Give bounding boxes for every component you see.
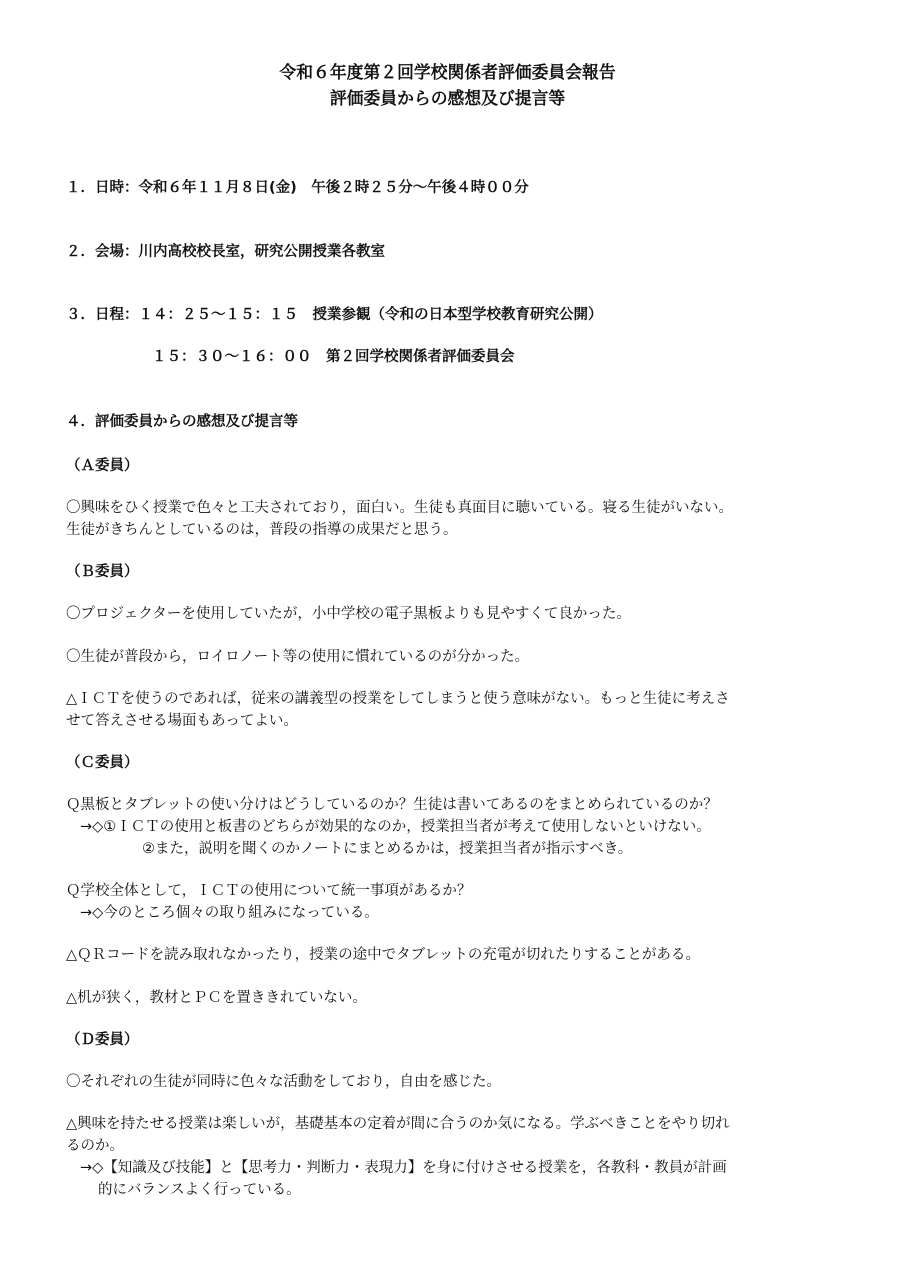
schedule-row-2: １５：３０～１６：００ 第２回学校関係者評価委員会 — [152, 349, 515, 365]
committee-b-comment-3-line2: せて答えさせる場面もあってよい。 — [66, 713, 298, 729]
committee-b-comment-2: 〇生徒が普段から，ロイロノート等の使用に慣れているのが分かった。 — [66, 649, 530, 665]
committee-c-answer-1-line1: →◇①ＩＣＴの使用と板書のどちらが効果的なのか，授業担当者が考えて使用しないといけない。 — [80, 819, 711, 835]
committee-d-comment-2-line1: △興味を持たせる授業は楽しいが，基礎基本の定着が間に合うのか気になる。学ぶべきことをやり切れ — [66, 1116, 730, 1132]
comments-heading: ４．評価委員からの感想及び提言等 — [66, 414, 298, 430]
committee-b-comment-1: 〇プロジェクターを使用していたが，小中学校の電子黒板よりも見やすくて良かった。 — [66, 606, 631, 622]
committee-d-answer-line2: 的にバランスよく行っている。 — [98, 1182, 301, 1198]
committee-d-comment-2-line2: るのか。 — [66, 1138, 124, 1154]
schedule-row-1: ３．日程：１４：２５～１５：１５ 授業参観（令和の日本型学校教育研究公開） — [66, 307, 603, 323]
committee-c-question-1: Ｑ黒板とタブレットの使い分けはどうしているのか？生徒は書いてあるのをまとめられているのか？ — [66, 797, 718, 813]
committee-d-answer-line1: →◇【知識及び技能】と【思考力・判断力・表現力】を身に付けさせる授業を，各教科・教員が計画 — [80, 1160, 727, 1176]
committee-a-comment-line1: 〇興味をひく授業で色々と工夫されており，面白い。生徒も真面目に聴いている。寝る生徒がいない。 — [66, 500, 733, 516]
committee-c-answer-1-line2: ②また，説明を聞くのかノートにまとめるかは，授業担当者が指示すべき。 — [142, 841, 633, 857]
committee-c-question-2: Ｑ学校全体として，ＩＣＴの使用について統一事項があるか？ — [66, 883, 472, 899]
report-title-line2: 評価委員からの感想及び提言等 — [329, 89, 566, 109]
committee-c-answer-2: →◇今のところ個々の取り組みになっている。 — [80, 905, 379, 921]
venue-line: ２．会場：川内高校校長室，研究公開授業各教室 — [66, 244, 385, 260]
committee-b-label: （Ｂ委員） — [66, 564, 139, 580]
report-title-line1: 令和６年度第２回学校関係者評価委員会報告 — [279, 63, 616, 83]
committee-c-comment-3: △ＱＲコードを読み取れなかったり，授業の途中でタブレットの充電が切れたりすることがある。 — [66, 947, 700, 963]
committee-b-comment-3-line1: △ＩＣＴを使うのであれば，従来の講義型の授業をしてしまうと使う意味がない。もっと生徒に考えさ — [66, 691, 730, 707]
committee-a-comment-line2: 生徒がきちんとしているのは，普段の指導の成果だと思う。 — [66, 522, 458, 538]
committee-c-label: （Ｃ委員） — [66, 755, 139, 771]
committee-a-label: （Ａ委員） — [66, 458, 139, 474]
datetime-line: １．日時：令和６年１１月８日(金) 午後２時２５分～午後４時００分 — [66, 180, 529, 196]
committee-d-label: （Ｄ委員） — [66, 1032, 139, 1048]
committee-c-comment-4: △机が狭く，教材とＰＣを置ききれていない。 — [66, 990, 367, 1006]
committee-d-comment-1: 〇それぞれの生徒が同時に色々な活動をしており，自由を感じた。 — [66, 1074, 501, 1090]
